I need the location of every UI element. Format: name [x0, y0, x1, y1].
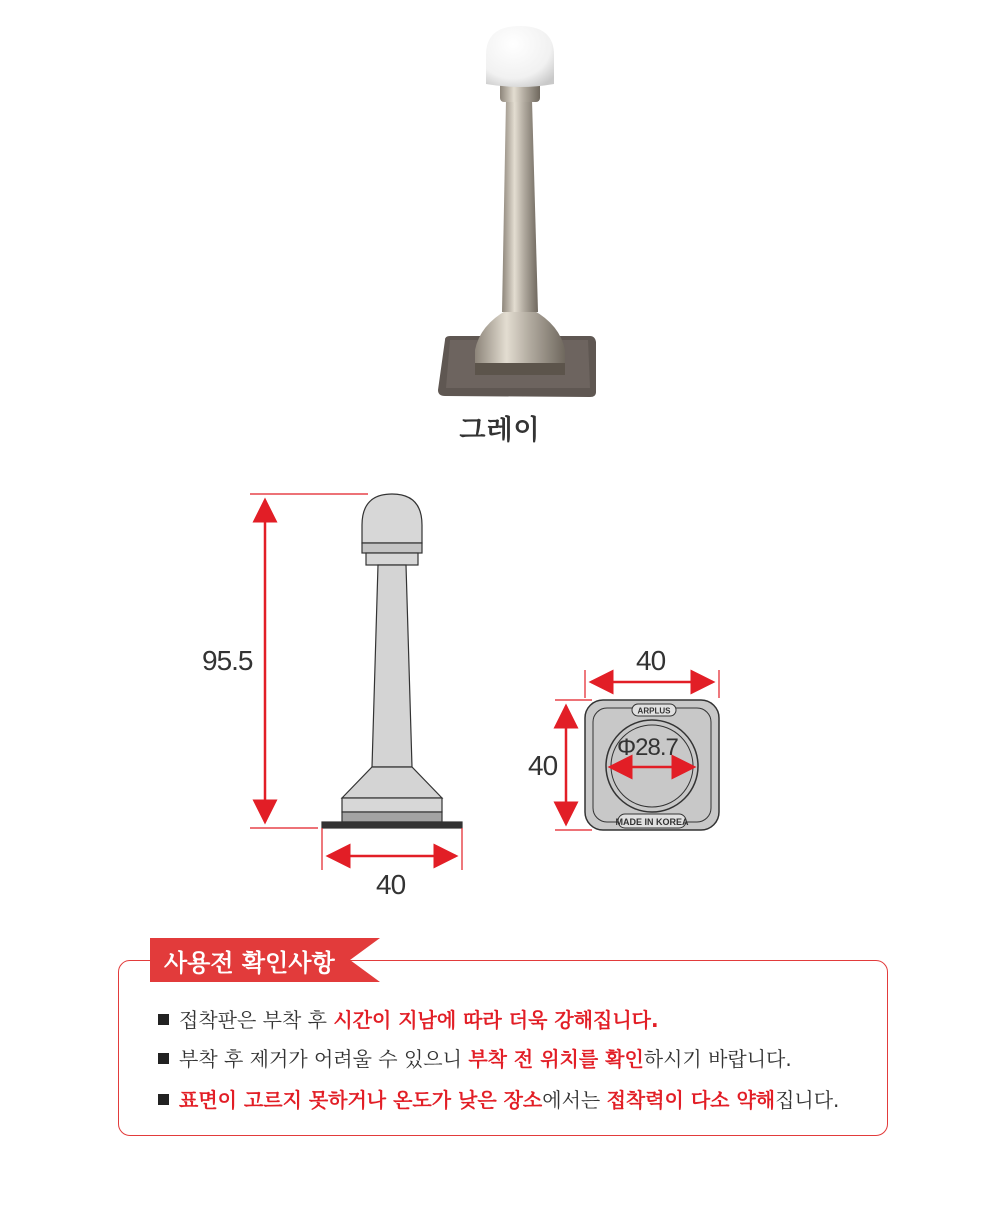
product-color-caption: 그레이 [459, 415, 541, 446]
notice-emphasis: 시간이 지남에 따라 더욱 강해집니다. [333, 1008, 659, 1032]
square-bullet-icon [158, 1053, 169, 1064]
notice-line-3 [158, 1084, 839, 1113]
notice-text: 하시기 바랍니다. [643, 1047, 792, 1071]
diameter-label: Φ28.7 [617, 734, 678, 761]
notice-emphasis: 부착 전 위치를 확인 [468, 1047, 644, 1071]
plate-origin: MADE IN KOREA [615, 817, 689, 827]
top-width-label: 40 [636, 645, 666, 676]
notice-line-1 [158, 1004, 659, 1033]
square-bullet-icon [158, 1094, 169, 1105]
base-width-label: 40 [376, 869, 406, 900]
top-width-dimension [585, 645, 719, 698]
square-bullet-icon [158, 1014, 169, 1025]
plate-brand: ARPLUS [637, 706, 671, 716]
base-width-dimension [322, 828, 462, 900]
notice-emphasis: 접착력이 다소 약해 [606, 1088, 776, 1112]
side-height-label: 40 [528, 750, 558, 781]
notice-text: 부착 후 제거가 어려울 수 있으니 [179, 1047, 469, 1071]
cone-base [475, 310, 565, 365]
notice-line-2 [158, 1043, 792, 1072]
notice-text: 에서는 [542, 1088, 607, 1112]
notice-text: 집니다. [775, 1088, 840, 1112]
shaft [502, 100, 538, 312]
door-stopper-illustration [420, 20, 620, 410]
height-label: 95.5 [202, 645, 253, 676]
top-view [585, 700, 719, 830]
product-image [420, 20, 620, 410]
side-view [322, 494, 462, 828]
notice-title-tab [150, 938, 380, 982]
dimension-drawing [0, 470, 1000, 910]
rubber-cap [486, 26, 554, 87]
side-height-dimension [528, 700, 592, 830]
height-dimension [202, 494, 368, 828]
notice-title: 사용전 확인사항 [164, 949, 335, 977]
notice-text: 접착판은 부착 후 [179, 1008, 334, 1032]
notice-emphasis: 표면이 고르지 못하거나 온도가 낮은 장소 [179, 1088, 543, 1112]
